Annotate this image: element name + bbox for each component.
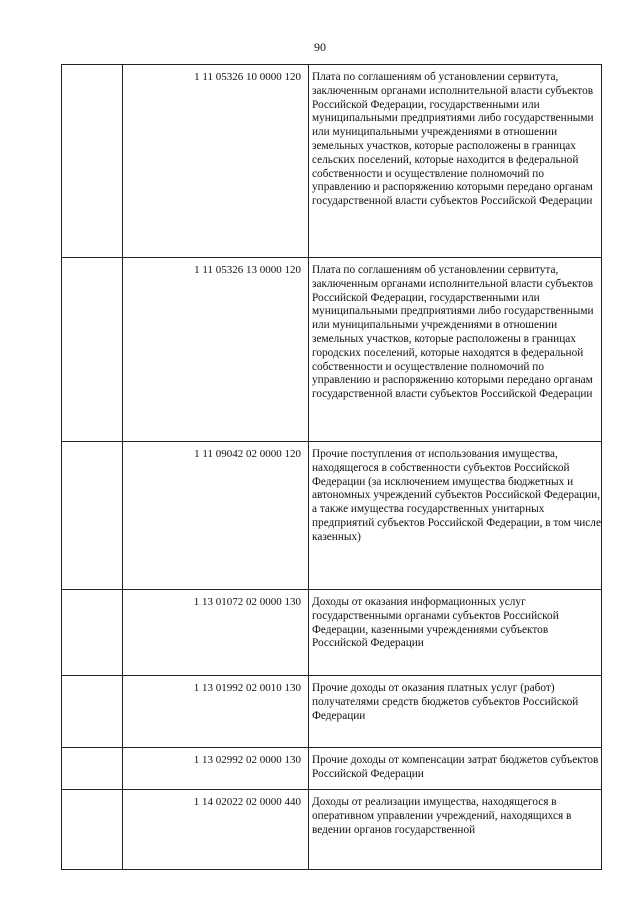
admin-code-cell xyxy=(62,590,123,676)
admin-code-cell xyxy=(62,442,123,590)
income-code-cell xyxy=(123,676,309,748)
income-code-cell xyxy=(123,442,309,590)
table-row xyxy=(62,748,602,790)
admin-code-cell xyxy=(62,676,123,748)
budget-codes-table xyxy=(61,64,602,870)
admin-code-cell xyxy=(62,748,123,790)
income-description: Плата по соглашениям об установлении сервитута, заключенным органами исполнительной власти субъектов Российской Федерации, государственными или муниципальными предприятиями либо государственными или муниципальными учреждениями в отношении земельных участков, которые расположены в границах сельских поселений, которые находится в федеральной собственности и осуществление полномочий по управлению и распоряжению которыми передано органам государственной власти субъектов Российской Федерации xyxy=(312,71,594,208)
income-code: 1 11 05326 13 0000 120 xyxy=(194,264,301,276)
description-cell xyxy=(309,65,602,258)
income-description: Доходы от оказания информационных услуг государственными органами субъектов Российской Федерации, казенными учреждениями субъектов Российской Федерации xyxy=(312,596,559,650)
income-code-cell xyxy=(123,590,309,676)
admin-code-cell xyxy=(62,258,123,442)
admin-code-cell xyxy=(62,65,123,258)
income-code-cell xyxy=(123,790,309,870)
admin-code-cell xyxy=(62,790,123,870)
income-code: 1 13 02992 02 0000 130 xyxy=(193,754,301,766)
income-description: Прочие поступления от использования имущества, находящегося в собственности субъектов Российской Федерации (за исключением имущества бюджетных и автономных учреждений субъектов Российской Федерации, а также имущества государственных унитарных предприятий субъектов Российской Федерации, в том числе казенных) xyxy=(312,448,601,543)
description-cell xyxy=(309,258,602,442)
description-cell xyxy=(309,790,602,870)
description-cell xyxy=(309,676,602,748)
page-number: 90 xyxy=(314,40,326,54)
income-description: Плата по соглашениям об установлении сервитута, заключенным органами исполнительной власти субъектов Российской Федерации, государственными или муниципальными предприятиями либо государственными или муниципальными учреждениями в отношении земельных участков, которые расположены в границах городских поселений, которые находятся в федеральной собственности и осуществление полномочий по управлению и распоряжению которыми передано органам государственной власти субъектов Российской Федерации xyxy=(312,264,594,401)
income-code-cell xyxy=(123,748,309,790)
income-description: Прочие доходы от компенсации затрат бюджетов субъектов Российской Федерации xyxy=(312,754,599,780)
table-row xyxy=(62,258,602,442)
description-cell xyxy=(309,748,602,790)
description-cell xyxy=(309,590,602,676)
income-description: Доходы от реализации имущества, находящегося в оперативном управлении учреждений, находящихся в ведении органов государственной xyxy=(312,796,572,836)
table-row xyxy=(62,590,602,676)
table-row xyxy=(62,790,602,870)
income-code: 1 13 01992 02 0010 130 xyxy=(193,682,301,694)
income-code-cell xyxy=(123,65,309,258)
table-row xyxy=(62,442,602,590)
income-description: Прочие доходы от оказания платных услуг (работ) получателями средств бюджетов субъектов Российской Федерации xyxy=(312,682,579,722)
description-cell xyxy=(309,442,602,590)
table-row xyxy=(62,676,602,748)
income-code: 1 14 02022 02 0000 440 xyxy=(193,796,301,808)
income-code: 1 11 05326 10 0000 120 xyxy=(194,71,301,83)
income-code: 1 11 09042 02 0000 120 xyxy=(194,448,301,460)
income-code: 1 13 01072 02 0000 130 xyxy=(193,596,301,608)
income-code-cell xyxy=(123,258,309,442)
table-row xyxy=(62,65,602,258)
